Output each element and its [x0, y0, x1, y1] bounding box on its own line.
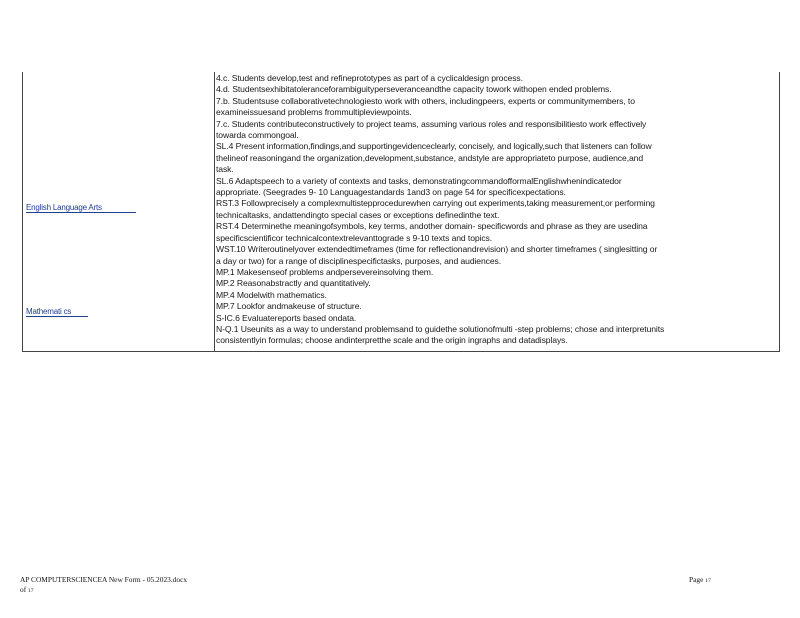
standard-line: technicaltasks, andattendingto special cases or exceptions definedinthe text.	[216, 209, 500, 220]
standard-line: appropriate. (Seegrades 9- 10 Languagestandards 1and3 on page 54 for specificexpectations.	[216, 187, 566, 198]
standard-line: RST.3 Followprecisely a complexmultistepprocedurewhen carrying out experiments,taking measurement,or performing	[216, 198, 655, 209]
table-left-border	[22, 72, 23, 352]
footer-total-pages: 17	[28, 588, 34, 594]
standard-line: MP.4 Modelwith mathematics.	[216, 289, 327, 300]
standard-line: RST.4 Determinethe meaningofsymbols, key terms, andother domain- specificwords and phrase as they are usedina	[216, 221, 648, 232]
footer-doc-title: AP COMPUTERSCIENCEA New Form - 05.2023.docx	[20, 575, 188, 584]
standard-line: SL.4 Present information,findings,and supportingevidenceclearly, concisely, and logically,such that listeners can follow	[216, 141, 652, 152]
table-column-divider	[214, 72, 215, 352]
standard-line: MP.2 Reasonabstractly and quantitatively.	[216, 278, 371, 289]
table-bottom-border	[22, 351, 780, 352]
standard-line: WST.10 Writeroutinelyover extendedtimeframes (time for reflectionandrevision) and shorter timeframes ( singlesitting or	[216, 244, 658, 255]
footer-page-value: 17	[705, 578, 711, 584]
subject-english-language-arts[interactable]: English Language Arts	[26, 203, 136, 213]
subject-mathematics[interactable]: Mathemati cs	[26, 307, 88, 317]
table-right-border	[779, 72, 780, 352]
standard-line: S-IC.6 Evaluatereports based ondata.	[216, 312, 357, 323]
standard-line: examineissuesand problems frommultipleviewpoints.	[216, 107, 412, 118]
footer-page-label: Page	[689, 575, 704, 584]
standard-line: MP.1 Makesenseof problems andpersevereinsolving them.	[216, 266, 434, 277]
standard-line: SL.6 Adaptspeech to a variety of contexts and tasks, demonstratingcommandofformalEnglishwhenindicatedor	[216, 175, 622, 186]
standard-line: consistentlyin formulas; choose andinterpretthe scale and the origin ingraphs and datadisplays.	[216, 335, 568, 346]
footer-page-number	[689, 575, 711, 586]
standard-line: 4.c. Students develop,test and refineprototypes as part of a cyclicaldesign process.	[216, 73, 523, 83]
standard-line: towarda commongoal.	[216, 130, 299, 141]
standard-line: MP.7 Lookfor andmakeuse of structure.	[216, 301, 362, 312]
footer-document-info	[20, 575, 187, 596]
standard-line: 4.d. Studentsexhibitatoleranceforambiguityperseveranceandthe capacity towork withopen ended problems.	[216, 84, 612, 95]
standards-list	[216, 73, 776, 347]
standard-line: a day or two) for a range of disciplinespecifictasks, purposes, and audiences.	[216, 255, 502, 266]
standard-line: 7.b. Studentsuse collaborativetechnologiesto work with others, includingpeers, experts or communitymembers, to	[216, 95, 635, 106]
standard-line: specificscientificor technicalcontextrelevanttograde s 9-10 texts and topics.	[216, 232, 493, 243]
standard-line: N-Q.1 Useunits as a way to understand problemsand to guidethe solutionofmulti -step problems; chose and interpretunits	[216, 323, 665, 334]
standard-line: 7.c. Students contributeconstructively to project teams, assuming various roles and responsibilitiesto work effectively	[216, 118, 647, 129]
standards-table	[22, 72, 780, 352]
footer-of-label: of	[20, 585, 27, 594]
footer-page-total	[20, 585, 187, 596]
standard-line: thelineof reasoningand the organization,development,substance, andstyle are appropriateto purpose, audience,and	[216, 152, 644, 163]
standard-line: task.	[216, 164, 234, 175]
